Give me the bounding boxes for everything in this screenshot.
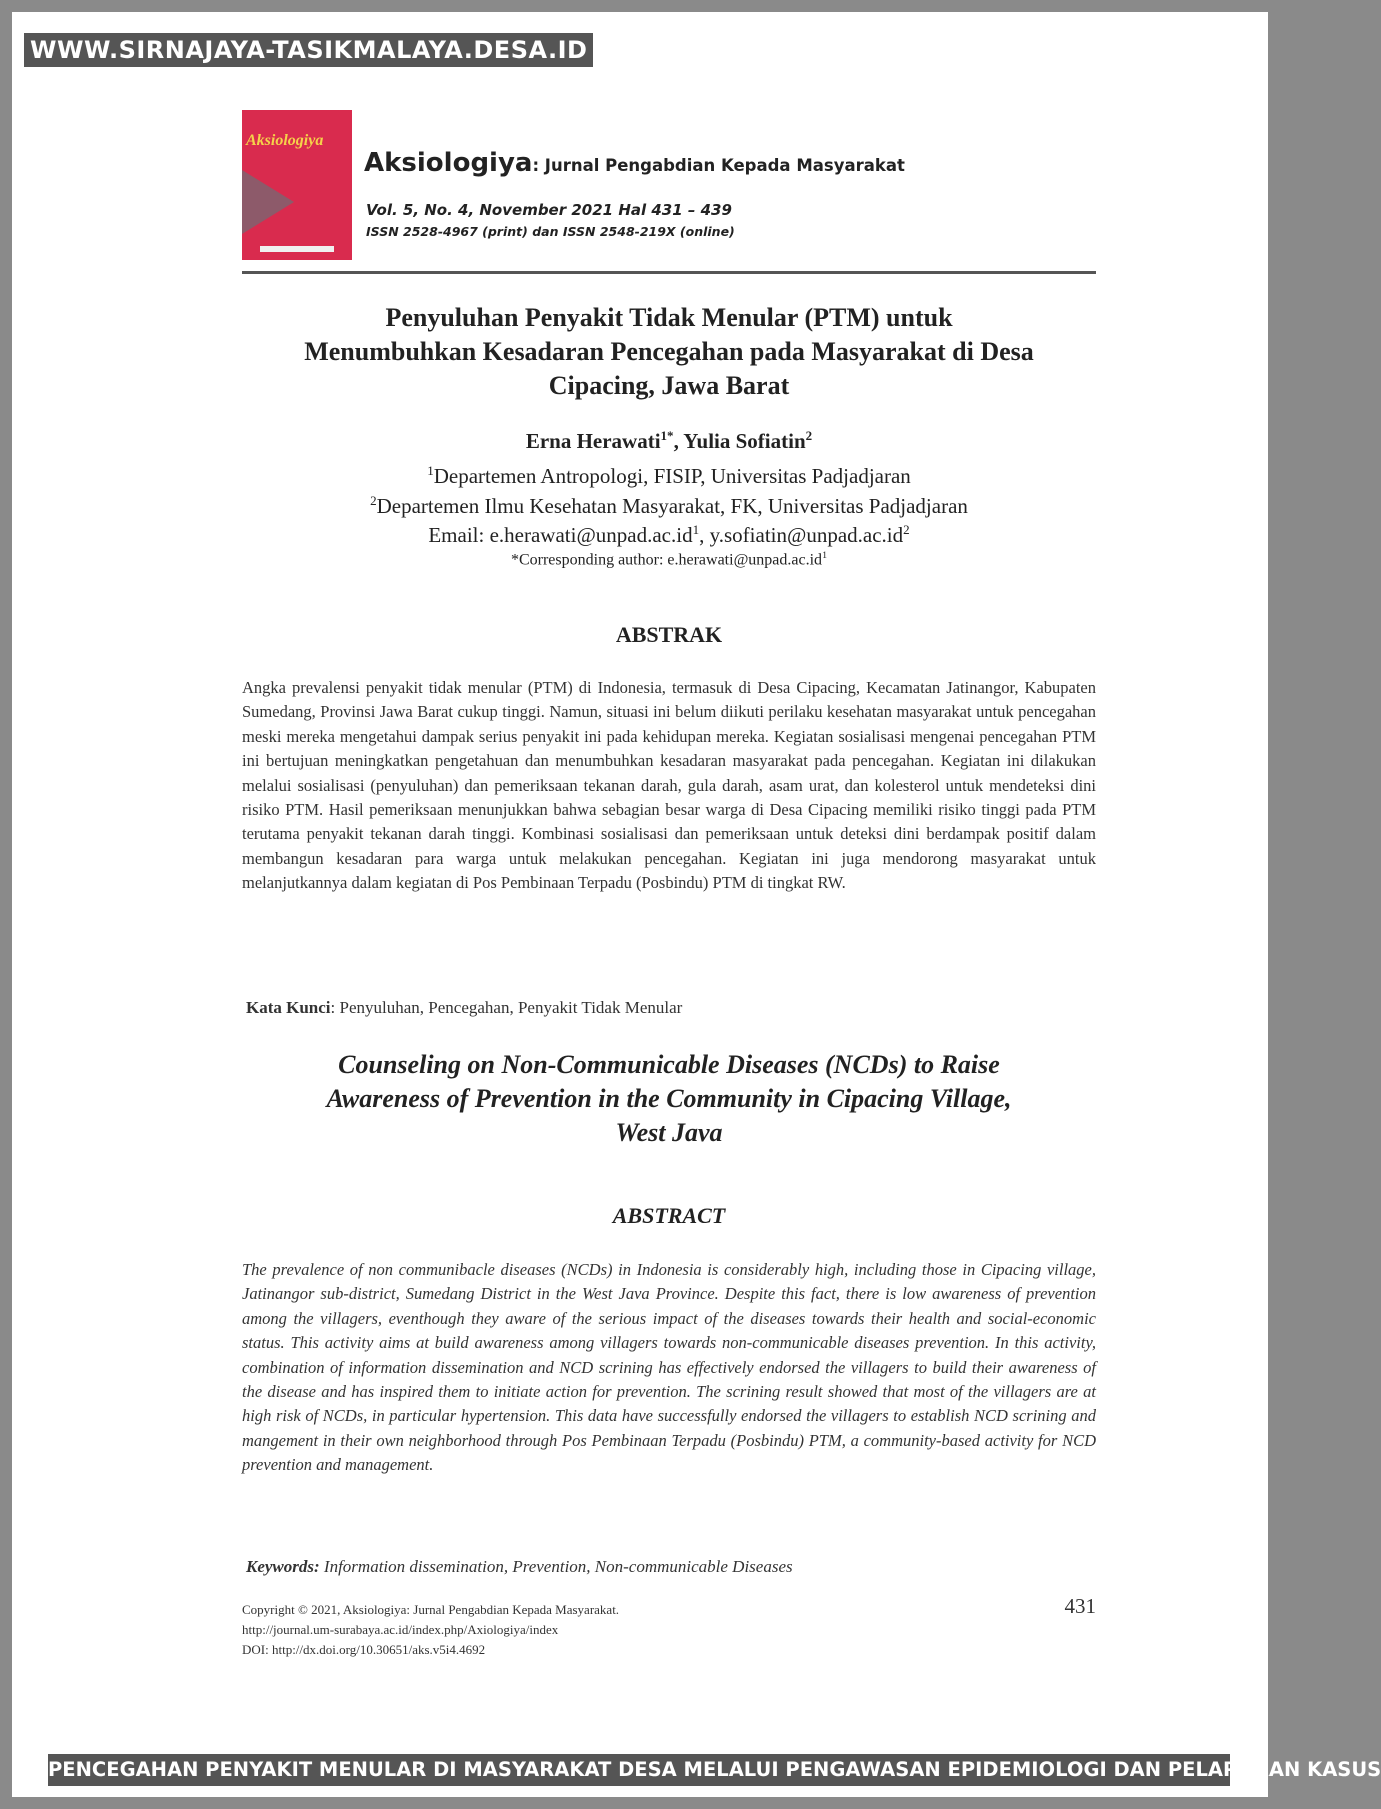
cover-strip	[260, 246, 334, 252]
affiliation	[242, 493, 1096, 519]
abstract-heading: ABSTRACT	[612, 1203, 726, 1228]
corresponding-superscript: 1	[822, 550, 828, 561]
author-separator: ,	[673, 429, 684, 453]
header-divider	[242, 271, 1096, 274]
kata-kunci-line	[246, 998, 682, 1018]
title-en-line: Counseling on Non-Communicable Diseases (NCDs) to Raise	[338, 1050, 1000, 1079]
journal-cover-image	[242, 110, 352, 260]
journal-name: Aksiologiya	[364, 148, 533, 178]
abstrak-text: Angka prevalensi penyakit tidak menular (PTM) di Indonesia, termasuk di Desa Cipacing, Kecamatan Jatinangor, Kabupaten Sumedang, Provinsi Jawa Barat cukup tinggi. Namun, situasi ini belum diikuti perilaku kesehatan masyarakat untuk pencegahan meski mereka mengetahui dampak serius penyakit ini pada kehidupan mereka. Kegiatan sosialisasi mengenai pencegahan PTM ini bertujuan meningkatkan pengetahuan dan menumbuhkan kesadaran masyarakat pada pencegahan. Kegiatan ini dilakukan melalui sosialisasi (penyuluhan) dan pemeriksaan tekanan darah, gula darah, asam urat, dan kolesterol untuk mendeteksi dini risiko PTM. Hasil pemeriksaan menunjukkan bahwa sebagian besar warga di Desa Cipacing memiliki risiko tinggi pada PTM terutama penyakit tekanan darah tinggi. Kombinasi sosialisasi dan pemeriksaan untuk deteksi dini berdampak positif dalam membangun kesadaran para warga untuk melakukan pencegahan. Kegiatan ini juga mendorong masyarakat untuk melanjutkannya dalam kegiatan di Pos Pembinaan Terpadu (Posbindu) PTM di tingkat RW.	[242, 678, 1096, 893]
keywords-label: Keywords:	[246, 1557, 320, 1576]
author-name: Yulia Sofiatin	[683, 429, 806, 453]
journal-issn: ISSN 2528-4967 (print) dan ISSN 2548-219X (online)	[366, 224, 735, 239]
paper-title-english	[242, 1048, 1096, 1150]
kata-kunci-label: Kata Kunci	[246, 998, 331, 1017]
email-separator: ,	[699, 523, 710, 547]
footer-url[interactable]: http://journal.um-surabaya.ac.id/index.php/Axiologiya/index	[242, 1622, 559, 1637]
corresponding-author	[242, 550, 1096, 569]
affiliation-superscript: 1	[427, 463, 434, 478]
keywords-line	[246, 1557, 793, 1577]
title-id-line: Penyuluhan Penyakit Tidak Menular (PTM) untuk	[385, 303, 953, 332]
kata-kunci-text: : Penyuluhan, Pencegahan, Penyakit Tidak Menular	[330, 998, 683, 1017]
article-topic-banner: PENCEGAHAN PENYAKIT MENULAR DI MASYARAKAT DESA MELALUI PENGAWASAN EPIDEMIOLOGI DAN PELAPORAN KASUS	[48, 1754, 1230, 1786]
email-superscript: 2	[903, 522, 910, 537]
journal-subtitle: : Jurnal Pengabdian Kepada Masyarakat	[532, 156, 905, 175]
title-en-line: Awareness of Prevention in the Community in Cipacing Village,	[326, 1084, 1012, 1113]
email-superscript: 1	[692, 522, 700, 537]
page-footer	[242, 1600, 619, 1660]
journal-title	[364, 148, 905, 178]
affiliation-superscript: 2	[370, 493, 377, 508]
page-number: 431	[1064, 1594, 1096, 1618]
affiliation	[242, 463, 1096, 489]
author-name: Erna Herawati	[525, 429, 661, 453]
abstrak-heading: ABSTRAK	[615, 622, 723, 647]
footer-copyright: Copyright © 2021, Aksiologiya: Jurnal Pengabdian Kepada Masyarakat.	[242, 1602, 620, 1617]
page-frame	[12, 12, 1268, 1797]
title-id-line: Cipacing, Jawa Barat	[548, 371, 790, 400]
affiliation-text: Departemen Antropologi, FISIP, Universitas Padjadjaran	[433, 464, 911, 488]
abstract-text: The prevalence of non communibacle diseases (NCDs) in Indonesia is considerably high, including those in Cipacing village, Jatinangor sub-district, Sumedang District in the West Java Province. Despite this fact, there is low awareness of prevention among the villagers, eventhough they aware of the serious impact of the diseases towards their health and social-economic status. This activity aims at build awareness among villagers towards non-communicable diseases prevention. In this activity, combination of information dissemination and NCD scrining has effectively endorsed the villagers to build their awareness of the disease and has inspired them to initiate action for prevention. The scrining result showed that most of the villagers are at high risk of NCDs, in particular hypertension. This data have successfully endorsed the villagers to establish NCD scrining and mangement in their own neighborhood through Pos Pembinaan Terpadu (Posbindu) PTM, a community-based activity for NCD prevention and management.	[242, 1260, 1096, 1475]
paper-title-indonesian	[242, 301, 1096, 403]
email-link[interactable]: e.herawati@unpad.ac.id	[489, 523, 693, 547]
corresponding-text: *Corresponding author: e.herawati@unpad.ac.id	[510, 551, 823, 569]
email-label: Email:	[428, 523, 490, 547]
author-superscript: 2	[805, 428, 813, 443]
title-id-line: Menumbuhkan Kesadaran Pencegahan pada Masyarakat di Desa	[304, 337, 1034, 366]
footer-doi[interactable]: DOI: http://dx.doi.org/10.30651/aks.v5i4.4692	[242, 1642, 486, 1657]
author-list	[242, 428, 1096, 454]
journal-volume: Vol. 5, No. 4, November 2021 Hal 431 – 439	[366, 201, 732, 219]
email-line	[242, 522, 1096, 548]
author-superscript: 1*	[660, 428, 674, 443]
title-en-line: West Java	[615, 1118, 723, 1147]
cover-triangle-shape	[242, 170, 294, 234]
keywords-text: Information dissemination, Prevention, Non-communicable Diseases	[319, 1557, 793, 1576]
cover-title: Aksiologiya	[246, 132, 324, 149]
email-link[interactable]: y.sofiatin@unpad.ac.id	[709, 523, 904, 547]
affiliation-text: Departemen Ilmu Kesehatan Masyarakat, FK, Universitas Padjadjaran	[376, 494, 968, 518]
site-url-banner: WWW.SIRNAJAYA-TASIKMALAYA.DESA.ID	[24, 33, 593, 67]
